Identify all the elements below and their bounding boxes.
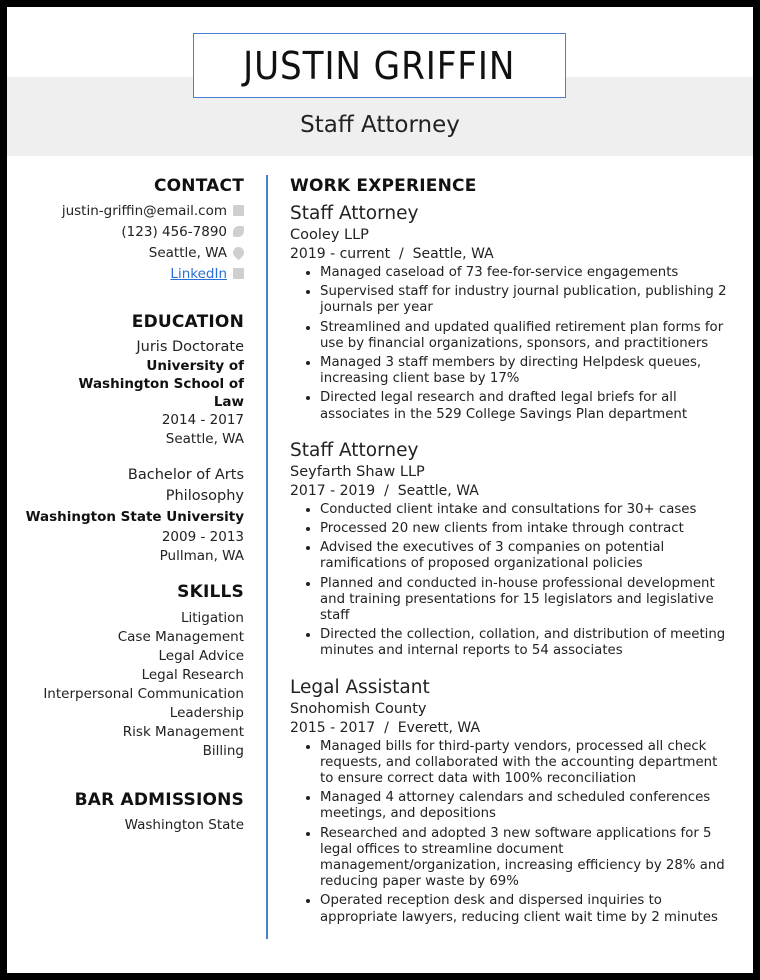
education-location: Seattle, WA	[165, 431, 244, 447]
education-school: University of Washington School of Law	[78, 358, 244, 410]
education-field: Philosophy	[165, 488, 244, 504]
job-title: Staff Attorney	[290, 203, 419, 224]
bar-admissions-heading: BAR ADMISSIONS	[74, 790, 244, 810]
job-bullet: • Streamlined and updated qualified retirement plan forms for use by financial organizations, sponsors, and practitioners	[320, 320, 730, 352]
skills-heading: SKILLS	[177, 582, 244, 602]
job-title: Legal Assistant	[290, 676, 430, 698]
education-heading: EDUCATION	[131, 312, 244, 332]
education-degree: Juris Doctorate	[136, 339, 244, 355]
skill-item: Interpersonal Communication	[43, 686, 244, 702]
candidate-name: JUSTIN GRIFFIN	[243, 43, 516, 88]
job-bullet: • Operated reception desk and dispersed inquiries to appropriate lawyers, reducing client wait time by 2 minutes	[320, 893, 730, 925]
job-bullet: • Managed 4 attorney calendars and scheduled conferences meetings, and depositions	[320, 790, 730, 822]
contact-email[interactable]: justin-griffin@email.com	[61, 203, 227, 219]
skill-item: Litigation	[180, 610, 244, 626]
education-location: Pullman, WA	[159, 548, 244, 564]
job-bullet: • Managed bills for third-party vendors, processed all check requests, and collaborated with the accounting department to ensure correct data with 100% reconciliation	[320, 739, 730, 788]
job-bullet: • Conducted client intake and consultations for 30+ cases	[320, 502, 730, 518]
job-bullet: • Researched and adopted 3 new software applications for 5 legal offices to streamline document management/organization, increasing efficiency by 28% and reducing paper waste by 69%	[320, 826, 730, 891]
job-dates: 2017 - 2019 / Seattle, WA	[290, 482, 479, 499]
linkedin-link[interactable]: LinkedIn	[170, 266, 227, 282]
job-company: Cooley LLP	[290, 227, 369, 243]
contact-heading: CONTACT	[153, 176, 244, 196]
skill-item: Case Management	[117, 629, 244, 645]
contact-phone: (123) 456-7890	[121, 224, 227, 240]
job-dates: 2019 - current / Seattle, WA	[290, 246, 494, 262]
job-company: Snohomish County	[290, 700, 427, 717]
job-dates: 2015 - 2017 / Everett, WA	[290, 719, 481, 736]
job-bullet: • Processed 20 new clients from intake through contract	[320, 521, 730, 537]
job-bullet: • Directed the collection, collation, and distribution of meeting minutes and internal reports to 54 associates	[320, 627, 730, 659]
skill-item: Leadership	[169, 705, 244, 721]
job-bullet: • Managed 3 staff members by directing Helpdesk queues, increasing client base by 17%	[320, 355, 730, 387]
skill-item: Legal Advice	[158, 648, 244, 664]
job-company: Seyfarth Shaw LLP	[290, 463, 425, 480]
job-bullet: • Supervised staff for industry journal publication, publishing 2 journals per year	[320, 284, 730, 316]
skill-item: Legal Research	[141, 667, 244, 683]
skill-item: Billing	[202, 743, 244, 759]
education-school: Washington State University	[25, 509, 244, 525]
education-degree: Bachelor of Arts	[127, 467, 244, 483]
contact-location: Seattle, WA	[148, 245, 227, 261]
bar-admission-item: Washington State	[124, 817, 244, 833]
skill-item: Risk Management	[122, 724, 244, 740]
education-years: 2014 - 2017	[161, 412, 244, 428]
education-years: 2009 - 2013	[161, 529, 244, 545]
job-bullet: • Advised the executives of 3 companies on potential ramifications of proposed organizational policies	[320, 540, 730, 572]
job-role-title: Staff Attorney	[300, 112, 460, 138]
job-bullet: • Managed caseload of 73 fee-for-service engagements	[320, 265, 730, 281]
job-bullet: • Planned and conducted in-house professional development and training presentations for 15 legislators and legislative staff	[320, 576, 730, 625]
job-bullet: • Directed legal research and drafted legal briefs for all associates in the 529 College Savings Plan department	[320, 390, 730, 422]
work-experience-heading: WORK EXPERIENCE	[290, 176, 477, 196]
job-title: Staff Attorney	[290, 439, 419, 461]
